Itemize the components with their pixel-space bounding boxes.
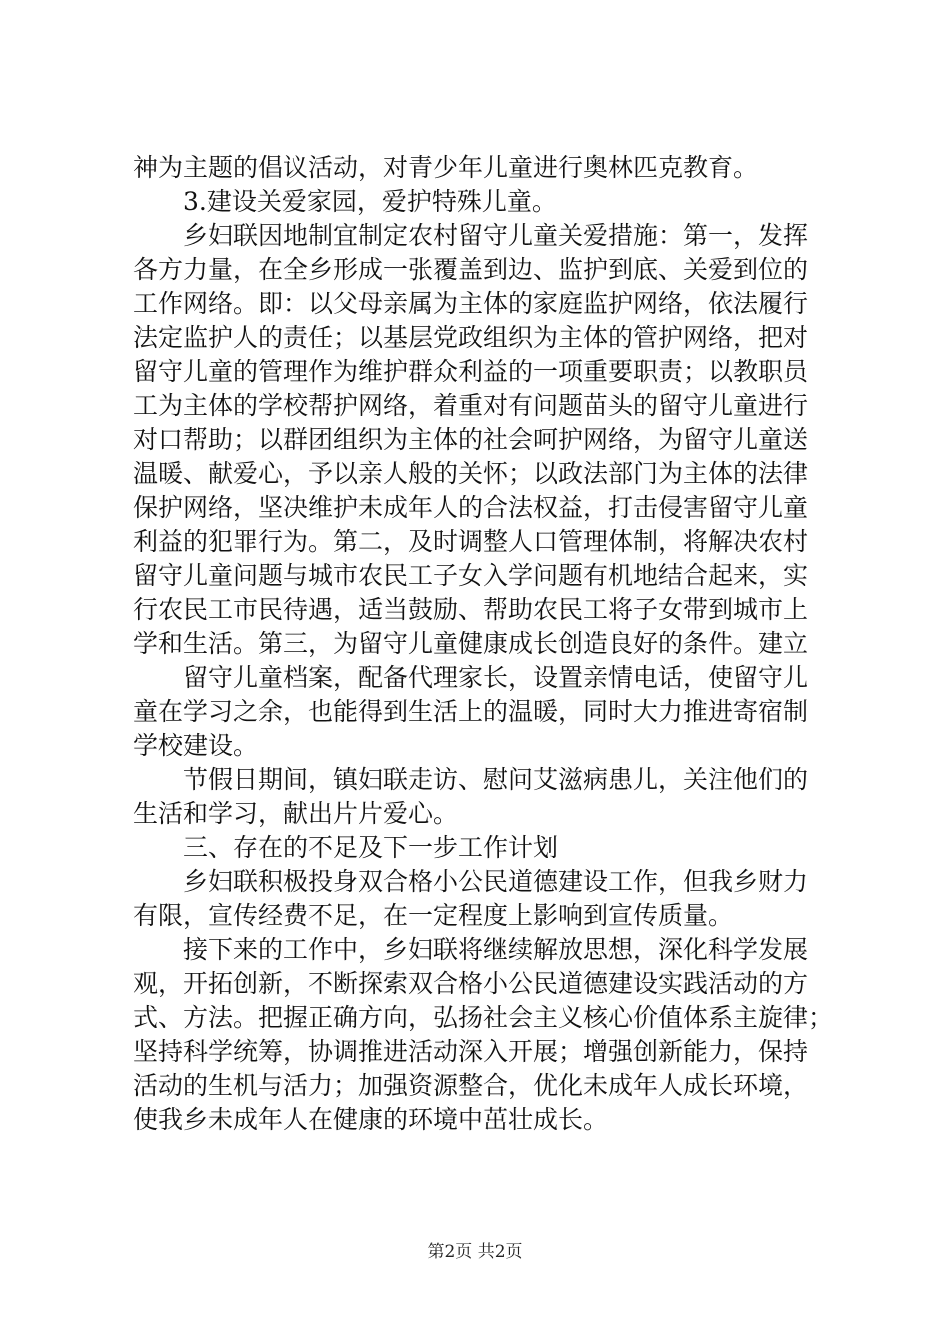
text-line: 保护网络，坚决维护未成年人的合法权益，打击侵害留守儿童 [133, 493, 809, 522]
text-line: 乡妇联积极投身双合格小公民道德建设工作，但我乡财力 [183, 867, 809, 896]
text-line: 留守儿童问题与城市农民工子女入学问题有机地结合起来，实 [133, 561, 809, 590]
text-line: 童在学习之余，也能得到生活上的温暖，同时大力推进寄宿制 [133, 697, 809, 726]
text-line: 乡妇联因地制宜制定农村留守儿童关爱措施：第一，发挥 [183, 221, 809, 250]
text-line: 活动的生机与活力；加强资源整合，优化未成年人成长环境， [133, 1071, 809, 1100]
text-line: 各方力量，在全乡形成一张覆盖到边、监护到底、关爱到位的 [133, 255, 809, 284]
text-line: 式、方法。把握正确方向，弘扬社会主义核心价值体系主旋律； [133, 1003, 834, 1032]
document-body [133, 151, 833, 1137]
text-line: 三、存在的不足及下一步工作计划 [183, 833, 559, 862]
text-line: 观，开拓创新，不断探索双合格小公民道德建设实践活动的方 [133, 969, 809, 998]
text-line: 节假日期间，镇妇联走访、慰问艾滋病患儿，关注他们的 [183, 765, 809, 794]
text-line: 行农民工市民待遇，适当鼓励、帮助农民工将子女带到城市上 [133, 595, 809, 624]
text-line: 使我乡未成年人在健康的环境中茁壮成长。 [133, 1105, 609, 1134]
page-footer: 第2页 共2页 [427, 1242, 523, 1262]
text-line: 学校建设。 [133, 731, 259, 760]
text-line: 坚持科学统筹，协调推进活动深入开展；增强创新能力，保持 [133, 1037, 809, 1066]
text-line: 神为主题的倡议活动，对青少年儿童进行奥林匹克教育。 [133, 153, 759, 182]
text-line: 对口帮助；以群团组织为主体的社会呵护网络，为留守儿童送 [133, 425, 809, 454]
text-line: 3.建设关爱家园，爱护特殊儿童。 [183, 187, 557, 216]
text-line: 接下来的工作中，乡妇联将继续解放思想，深化科学发展 [183, 935, 809, 964]
text-line: 学和生活。第三，为留守儿童健康成长创造良好的条件。建立 [133, 629, 809, 658]
text-line: 有限，宣传经费不足，在一定程度上影响到宣传质量。 [133, 901, 734, 930]
text-line: 工为主体的学校帮护网络，着重对有问题苗头的留守儿童进行 [133, 391, 809, 420]
text-line: 生活和学习，献出片片爱心。 [133, 799, 459, 828]
text-line: 利益的犯罪行为。第二，及时调整人口管理体制，将解决农村 [133, 527, 809, 556]
text-line: 留守儿童档案，配备代理家长，设置亲情电话，使留守儿 [183, 663, 809, 692]
text-line: 留守儿童的管理作为维护群众利益的一项重要职责；以教职员 [133, 357, 809, 386]
text-line: 温暖、献爱心，予以亲人般的关怀；以政法部门为主体的法律 [133, 459, 809, 488]
text-line: 工作网络。即：以父母亲属为主体的家庭监护网络，依法履行 [133, 289, 809, 318]
text-line: 法定监护人的责任；以基层党政组织为主体的管护网络，把对 [133, 323, 809, 352]
